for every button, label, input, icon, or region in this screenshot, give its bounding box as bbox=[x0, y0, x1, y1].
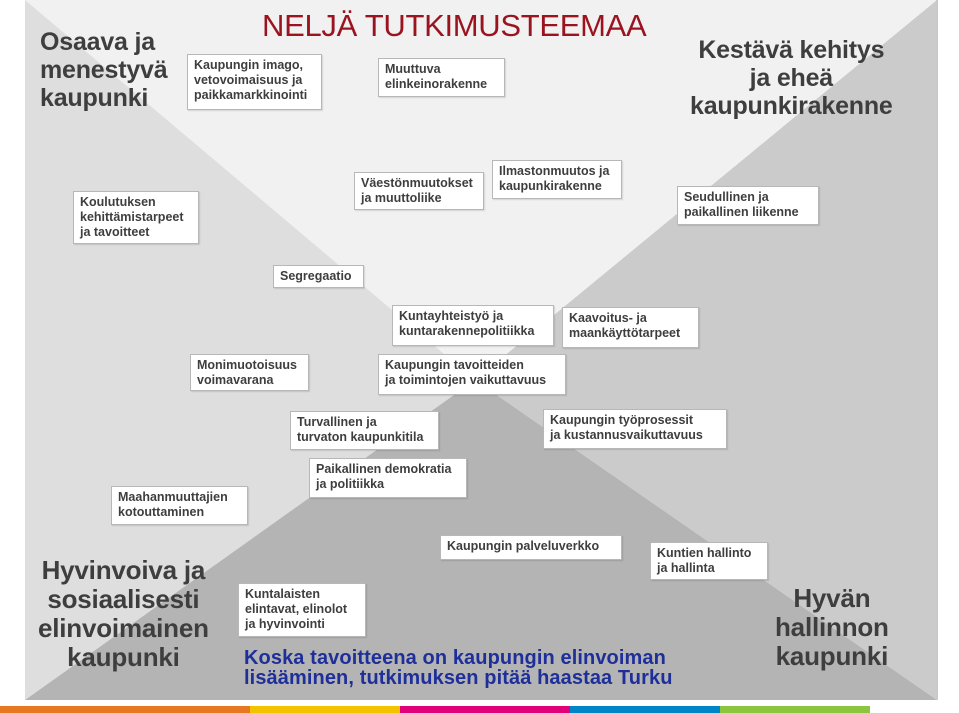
bottom-color-strip bbox=[0, 706, 959, 713]
topic-box: Kaupungin tavoitteiden ja toimintojen vaikuttavuus bbox=[378, 354, 566, 395]
topic-box: Turvallinen ja turvaton kaupunkitila bbox=[290, 411, 439, 450]
topic-box: Kuntien hallinto ja hallinta bbox=[650, 542, 768, 580]
topic-box: Segregaatio bbox=[273, 265, 364, 288]
topic-box: Kaavoitus- ja maankäyttötarpeet bbox=[562, 307, 699, 348]
topic-box: Kaupungin työprosessit ja kustannusvaikuttavuus bbox=[543, 409, 727, 449]
topic-box: Kuntayhteistyö ja kuntarakennepolitiikka bbox=[392, 305, 554, 346]
topic-box: Seudullinen ja paikallinen liikenne bbox=[677, 186, 819, 225]
topic-box: Kuntalaisten elintavat, elinolot ja hyvinvointi bbox=[238, 583, 366, 637]
topic-box: Ilmastonmuutos ja kaupunkirakenne bbox=[492, 160, 622, 199]
topic-box: Maahanmuuttajien kotouttaminen bbox=[111, 486, 248, 525]
strip-segment bbox=[570, 706, 720, 713]
topic-box: Väestönmuutokset ja muuttoliike bbox=[354, 172, 484, 210]
slide-title: NELJÄ TUTKIMUSTEEMAA bbox=[262, 8, 647, 43]
theme-bottom-right: Hyvän hallinnon kaupunki bbox=[775, 583, 889, 672]
theme-bottom-left: Hyvinvoiva ja sosiaalisesti elinvoimainen kaupunki bbox=[38, 555, 209, 673]
strip-segment bbox=[250, 706, 400, 713]
theme-top-left: Osaava ja menestyvä kaupunki bbox=[40, 28, 168, 112]
caption: Koska tavoitteena on kaupungin elinvoiman lisääminen, tutkimuksen pitää haastaa Turku bbox=[244, 647, 673, 689]
topic-box: Koulutuksen kehittämistarpeet ja tavoitteet bbox=[73, 191, 199, 244]
theme-top-right: Kestävä kehitys ja eheä kaupunkirakenne bbox=[690, 36, 893, 120]
strip-segment bbox=[400, 706, 570, 713]
topic-box: Monimuotoisuus voimavarana bbox=[190, 354, 309, 391]
strip-segment bbox=[0, 706, 250, 713]
strip-segment bbox=[870, 706, 959, 713]
topic-box: Muuttuva elinkeinorakenne bbox=[378, 58, 505, 97]
topic-box: Paikallinen demokratia ja politiikka bbox=[309, 458, 467, 498]
strip-segment bbox=[720, 706, 870, 713]
topic-box: Kaupungin imago, vetovoimaisuus ja paikkamarkkinointi bbox=[187, 54, 322, 110]
topic-box: Kaupungin palveluverkko bbox=[440, 535, 622, 560]
